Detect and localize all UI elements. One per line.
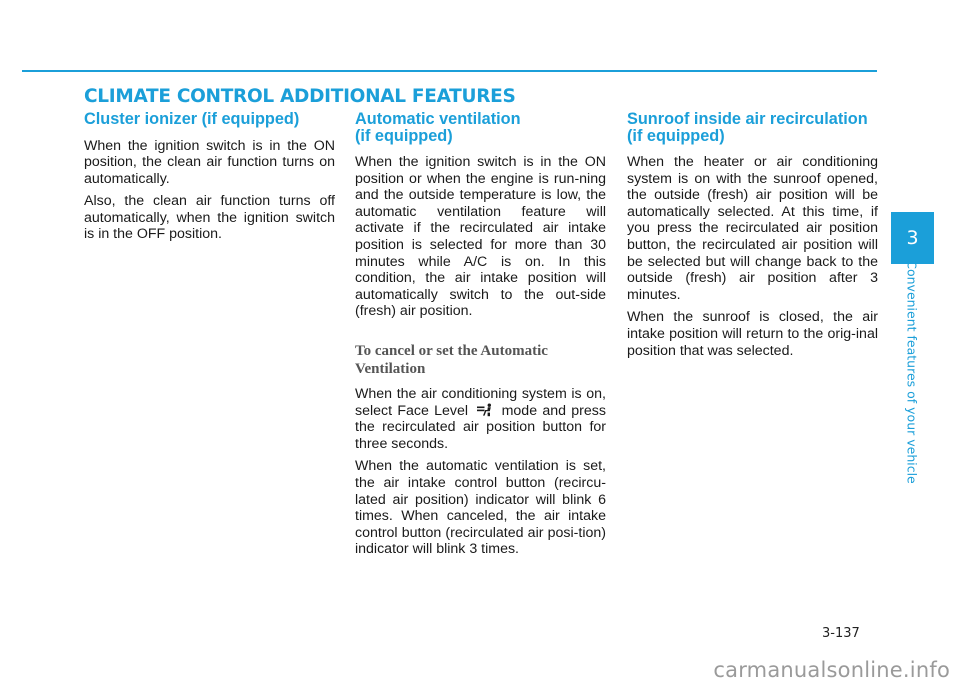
paragraph-with-icon <box>355 386 606 452</box>
column-cluster-ionizer <box>84 111 335 249</box>
top-rule <box>22 70 877 72</box>
column-automatic-ventilation <box>355 111 606 564</box>
watermark: carmanualsonline.info <box>713 658 950 682</box>
face-level-mode-icon <box>476 403 493 417</box>
chapter-tab <box>891 212 934 264</box>
heading-line: (if equipped) <box>355 126 453 145</box>
heading-cluster-ionizer: Cluster ionizer (if equipped) <box>84 110 300 128</box>
chapter-number: 3 <box>906 227 919 249</box>
column-sunroof <box>627 111 878 365</box>
paragraph: When the heater or air conditioning system is on with the sunroof opened, the outside (fresh) air position will be automatically selected. At this time, if you press the recirculated air position button, the recirculated air position will be selected but will change back to the outside (fresh) air position after 3 minutes. <box>627 154 878 303</box>
heading-automatic-ventilation <box>355 111 606 144</box>
text: mode and press the recirculated air position button for three seconds. <box>355 402 606 452</box>
chapter-title: Convenient features of your vehicle <box>904 260 920 484</box>
heading-line: Automatic ventilation <box>355 110 521 128</box>
heading-sunroof <box>627 111 878 144</box>
section-title: CLIMATE CONTROL ADDITIONAL FEATURES <box>84 86 516 107</box>
heading-line: Sunroof inside air recirculation <box>627 110 868 128</box>
paragraph: When the automatic ventilation is set, the air intake control button (recircu-lated air position) indicator will blink 6 times. When canceled, the air intake control button (recirculated air posi-tion) indicator will blink 3 times. <box>355 458 606 558</box>
heading-line: (if equipped) <box>627 126 725 145</box>
paragraph: Also, the clean air function turns off automatically, when the ignition switch is in the OFF position. <box>84 193 335 243</box>
paragraph: When the ignition switch is in the ON position or when the engine is run-ning and the outside temperature is low, the automatic ventilation feature will activate if the recirculated air intake position is selected for more than 30 minutes while A/C is on. In this condition, the air intake position will automatically switch to the out-side (fresh) air position. <box>355 154 606 320</box>
text: When the air conditioning system is on, select Face Level <box>355 385 606 419</box>
paragraph: When the ignition switch is in the ON position, the clean air function turns on automatically. <box>84 137 335 187</box>
subheading-cancel-set: To cancel or set the Automatic Ventilation <box>355 342 548 377</box>
page-number: 3-137 <box>822 626 860 641</box>
paragraph: When the sunroof is closed, the air intake position will return to the orig-inal position that was selected. <box>627 309 878 359</box>
